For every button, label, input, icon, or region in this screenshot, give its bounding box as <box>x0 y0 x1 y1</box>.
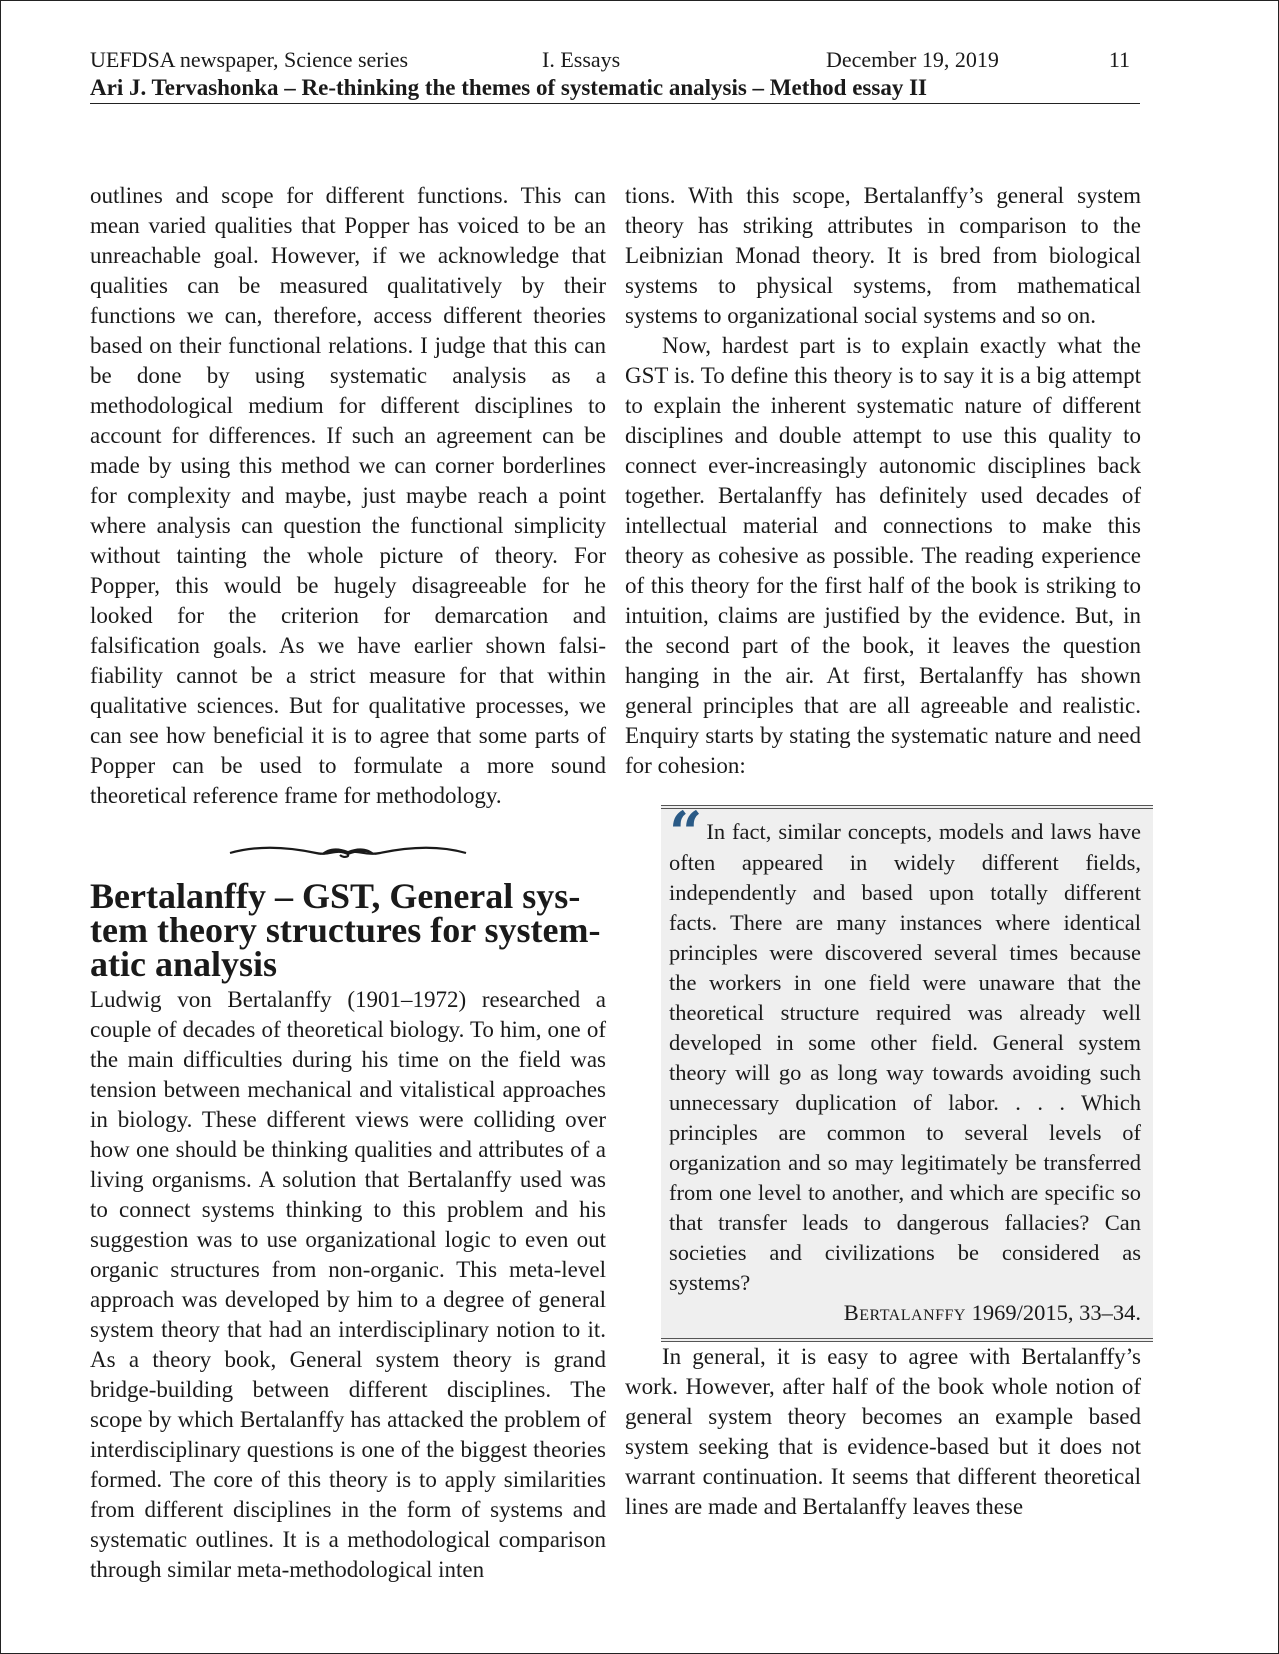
right-paragraph-1: tions. With this scope, Bertalanffy’s general system theory has striking attributes in comparison to the Leibnizian Monad theory. It is bred from biological systems to physical systems, from mathematical systems to organizational social systems and so on. <box>625 183 1141 328</box>
quote-citation <box>669 1298 1141 1328</box>
header-section: I. Essays <box>542 47 621 72</box>
quote-text: In fact, similar concepts, models and laws have often appeared in widely different fields, independently and based upon totally different facts. There are many instances where identical principles were discovered several times because the workers in one field were unaware that the theoretical structure required was already well developed in some other field. General system theory will go as long way towards avoiding such unnecessary duplication of labor. . . . Which principles are common to several levels of organization and so may legitimately be transferred from one level to another, and which are specific so that transfer leads to dangerous fallacies? Can societies and civilizations be considered as systems? <box>669 819 1141 1295</box>
right-paragraph-3: In general, it is easy to agree with Bertalanffy’s work. However, after half of the book whole notion of general system theory becomes an example based system seeking that is evidence-based but it does not warrant continuation. It seems that different theoretical lines are made and Bertalanffy leaves these <box>625 1344 1141 1519</box>
header-meta-row <box>90 47 1140 75</box>
section-title: Bertalanffy – GST, General system theory structures for systematic analysis <box>90 876 601 984</box>
header-date: December 19, 2019 <box>826 47 999 72</box>
left-column <box>90 181 606 1585</box>
header-publication: UEFDSA newspaper, Science series <box>90 47 409 72</box>
section-ornament-divider <box>228 841 468 863</box>
quote-mark-icon: “ <box>669 799 703 867</box>
quote-cite-ref: 1969/2015, 33–34. <box>971 1300 1141 1325</box>
right-column <box>625 181 1141 1522</box>
page-header <box>90 47 1140 104</box>
right-paragraph-2: Now, hardest part is to explain exactly what the GST is. To define this theory is to say it is a big attempt to explain the inherent systematic nature of different disciplines and double attempt to use this quality to connect ever-increasingly autonomic disciplines back together. Bertalanffy has definitely used decades of intellectual material and connections to make this theory as cohesive as possible. The reading experience of this theory for the first half of the book is striking to intuition, claims are justified by the evidence. But, in the second part of the book, it leaves the question hanging in the air. At first, Bertalanffy has shown general principles that are all agreeable and realistic. Enquiry starts by stating the systematic nature and need for cohesion: <box>625 333 1141 778</box>
header-page-number: 11 <box>1108 47 1130 72</box>
header-running-title: Ari J. Tervashonka – Re-thinking the themes of systematic analysis – Method essay II <box>90 75 1140 104</box>
blockquote <box>661 799 1153 1342</box>
left-paragraph-1: outlines and scope for different functions. This can mean varied qualities that Popper has voiced to be an unreachable goal. However, if we acknowledge that qualities can be measured qualitatively by their functions we can, therefore, access different theories based on their functional relations. I judge that this can be done by using systematic analysis as a methodological medium for different disciplines to account for differences. If such an agreement can be made by using this method we can corner borderlines for complexity and maybe, just maybe reach a point where analysis can question the functional simplicity without tainting the whole picture of theory. For Popper, this would be hugely disagreeable for he looked for the criterion for demarcation and falsification goals. As we have earlier shown falsifiability cannot be a strict measure for that within qualitative sciences. But for qualitative processes, we can see how beneficial it is to agree that some parts of Popper can be used to formulate a more sound theoretical reference frame for methodology. <box>90 183 606 808</box>
quote-cite-author: Bertalanffy <box>843 1300 966 1325</box>
left-paragraph-2: Ludwig von Bertalanffy (1901–1972) researched a couple of decades of theoretical biology. To him, one of the main difficulties during his time on the field was tension between mechanical and vitalistical approaches in biology. These different views were colliding over how one should be thinking qualities and attributes of a living organisms. A solution that Bertalanffy used was to connect systems thinking to this problem and his suggestion was to use organizational logic to even out organic structures from non-organic. This meta-level approach was developed by him to a degree of general system theory that had an interdisciplinary notion to it. As a theory book, General system theory is grand bridge-building between different disciplines. The scope by which Bertalanffy has attacked the problem of interdisciplinary questions is one of the biggest theories formed. The core of this theory is to apply similarities from different disciplines in the form of systems and systematic outlines. It is a methodological comparison through similar meta-methodological inten <box>90 987 606 1582</box>
